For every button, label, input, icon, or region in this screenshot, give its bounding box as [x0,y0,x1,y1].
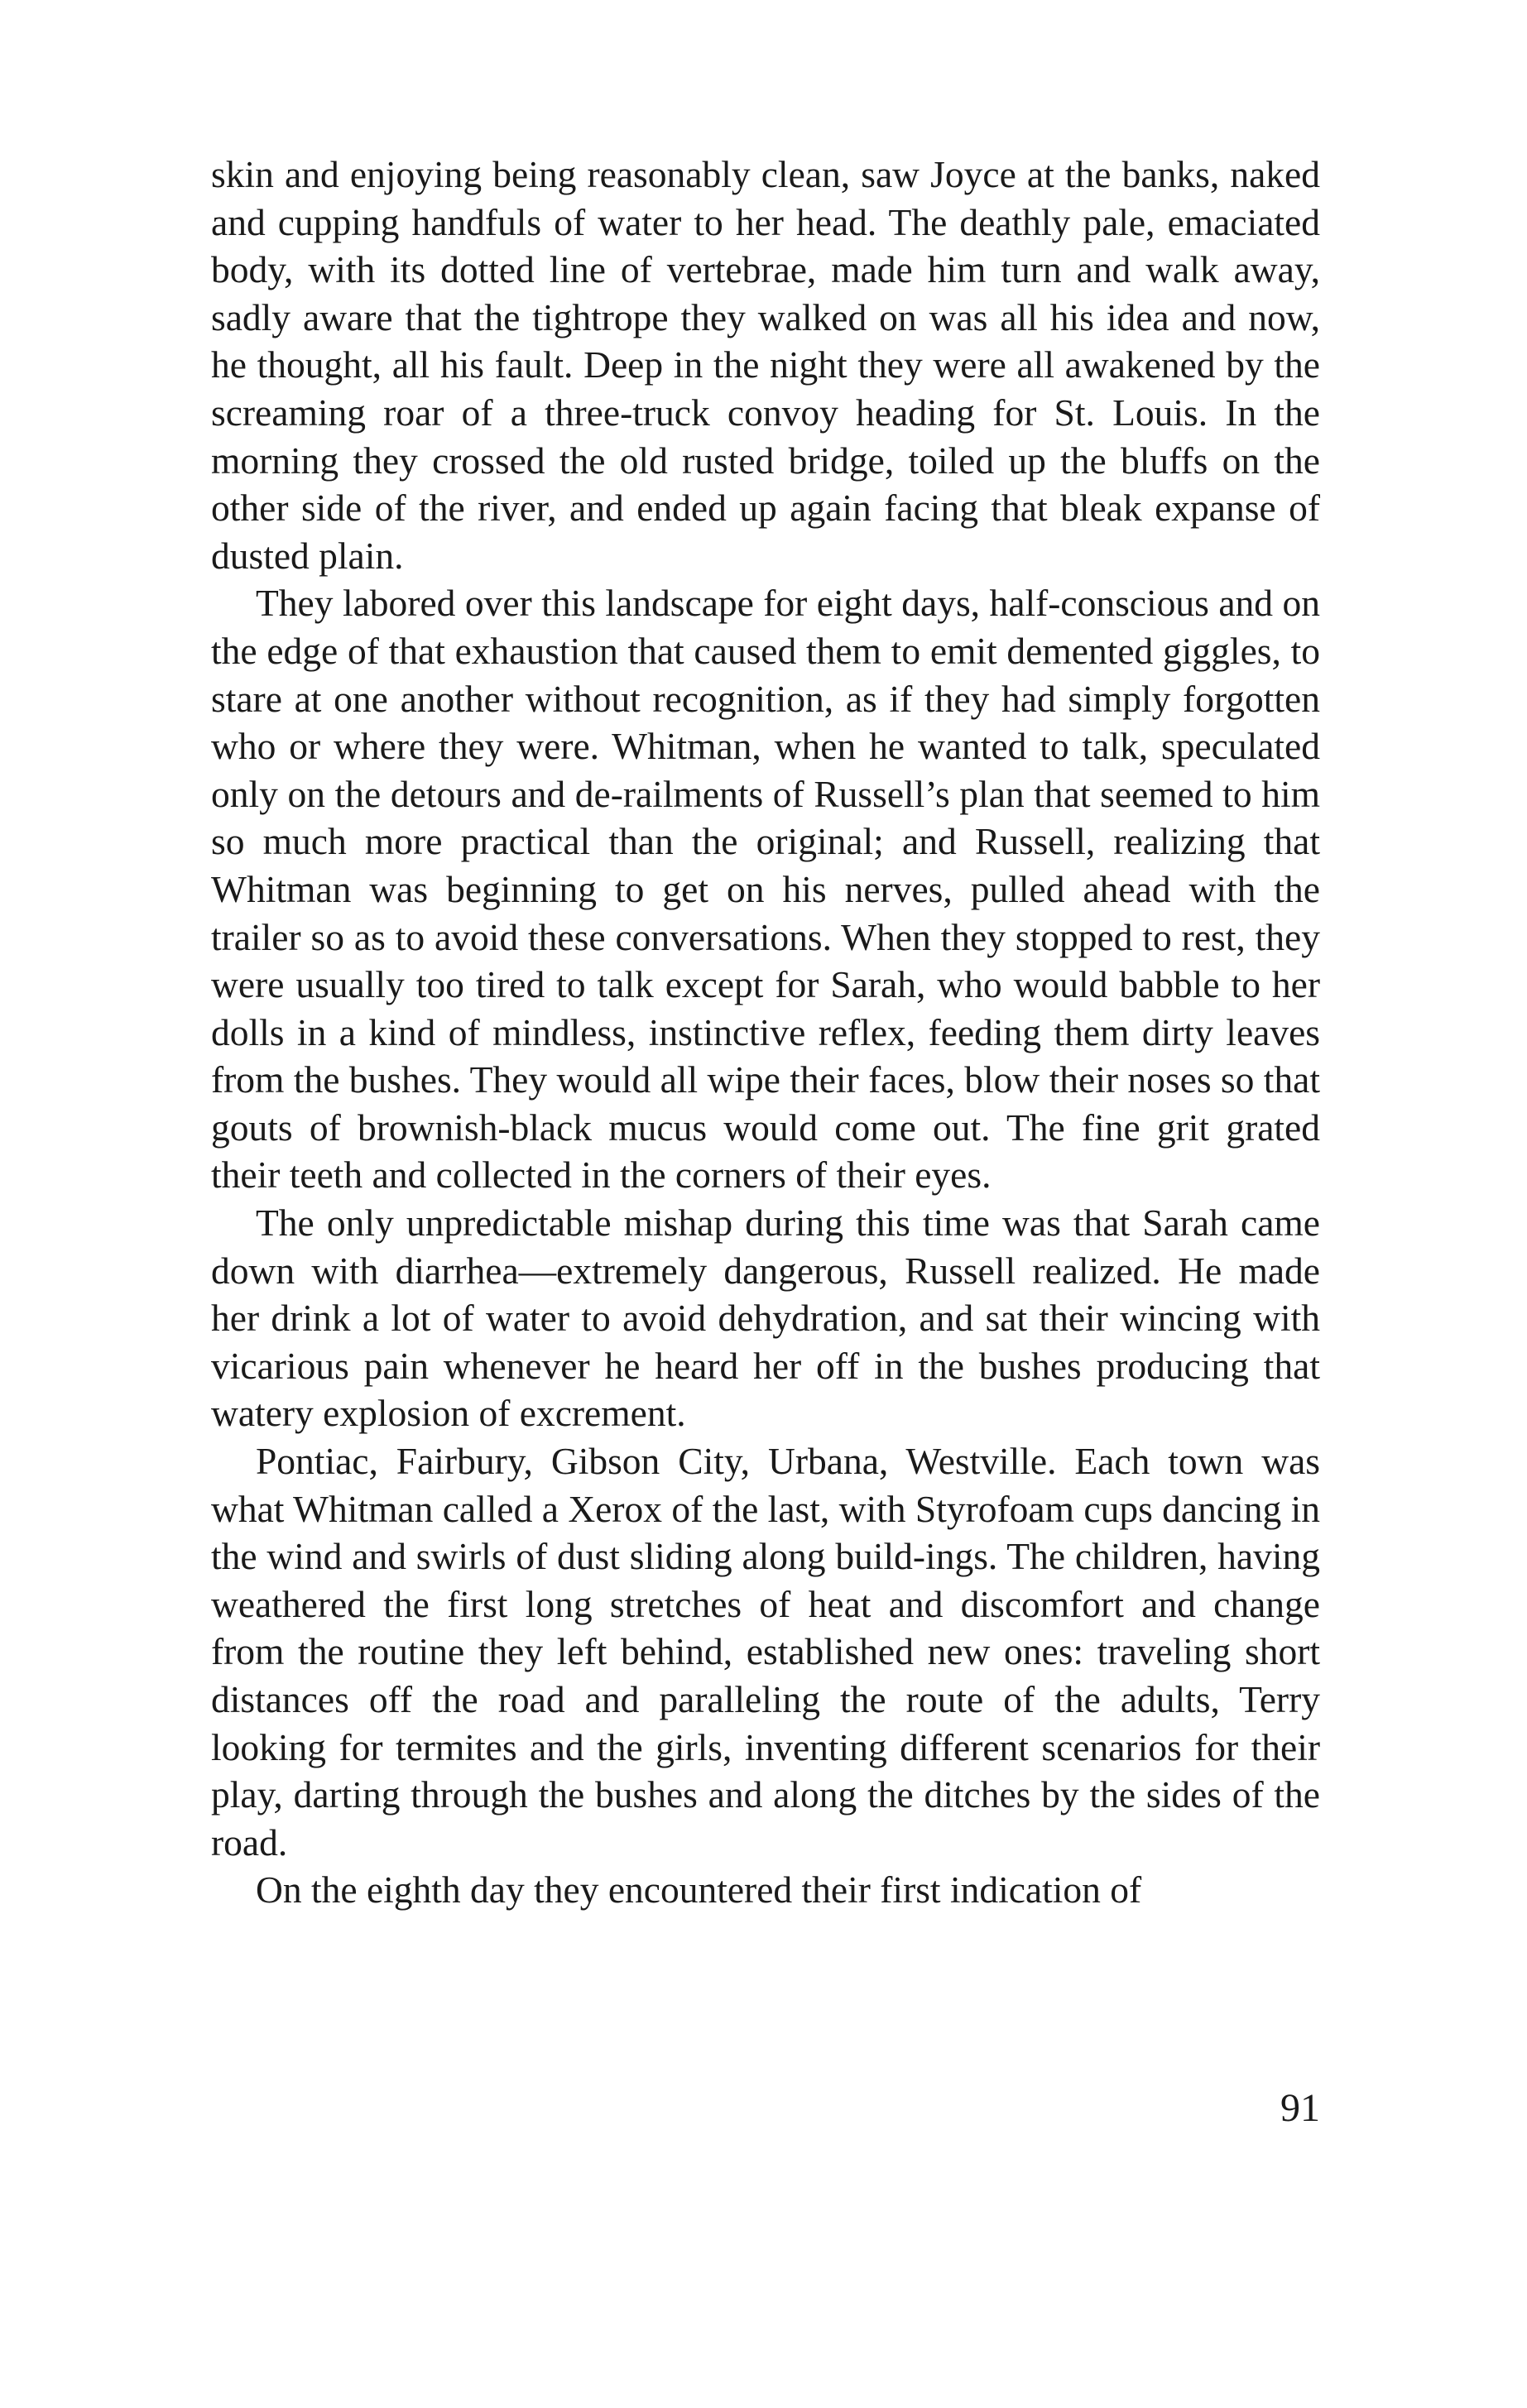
paragraph: On the eighth day they encountered their first indication of [256,1868,1142,1912]
page-number: 91 [1280,2086,1320,2130]
paragraph: Pontiac, Fairbury, Gibson City, Urbana, Westville. Each town was what Whitman called a Xerox of the last, with Styrofoam cups dancing in the wind and swirls of dust sliding along build-ings. The children, having weathered the first long stretches of heat and discomfort and change from the routine they left behind, established new ones: traveling short distances off the road and paralleling the route of the adults, Terry looking for termites and the girls, inventing different scenarios for their play, darting through the bushes and along the ditches by the sides of the road. [211,1440,1320,1864]
paragraph: They labored over this landscape for eight days, half-conscious and on the edge of that exhaustion that caused them to emit demented giggles, to stare at one another without recognition, as if they had simply forgotten who or where they were. Whitman, when he wanted to talk, speculated only on the detours and de-railments of Russell’s plan that seemed to him so much more practical than the original; and Russell, realizing that Whitman was beginning to get on his nerves, pulled ahead with the trailer so as to avoid these conversations. When they stopped to rest, they were usually too tired to talk except for Sarah, who would babble to her dolls in a kind of mindless, instinctive reflex, feeding them dirty leaves from the bushes. They would all wipe their faces, blow their noses so that gouts of brownish-black mucus would come out. The fine grit grated their teeth and collected in the corners of their eyes. [211,582,1320,1197]
body-text [211,151,1320,1914]
paragraph-continued: skin and enjoying being reasonably clean, saw Joyce at the banks, naked and cupping handfuls of water to her head. The deathly pale, emaciated body, with its dotted line of vertebrae, made him turn and walk away, sadly aware that the tightrope they walked on was all his idea and now, he thought, all his fault. Deep in the night they were all awakened by the screaming roar of a three-truck convoy heading for St. Louis. In the morning they crossed the old rusted bridge, toiled up the bluffs on the other side of the river, and ended up again facing that bleak expanse of dusted plain. [211,153,1320,577]
paragraph: The only unpredictable mishap during this time was that Sarah came down with diarrhea—extremely dangerous, Russell realized. He made her drink a lot of water to avoid dehydration, and sat their wincing with vicarious pain whenever he heard her off in the bushes producing that watery explosion of excrement. [211,1202,1320,1435]
